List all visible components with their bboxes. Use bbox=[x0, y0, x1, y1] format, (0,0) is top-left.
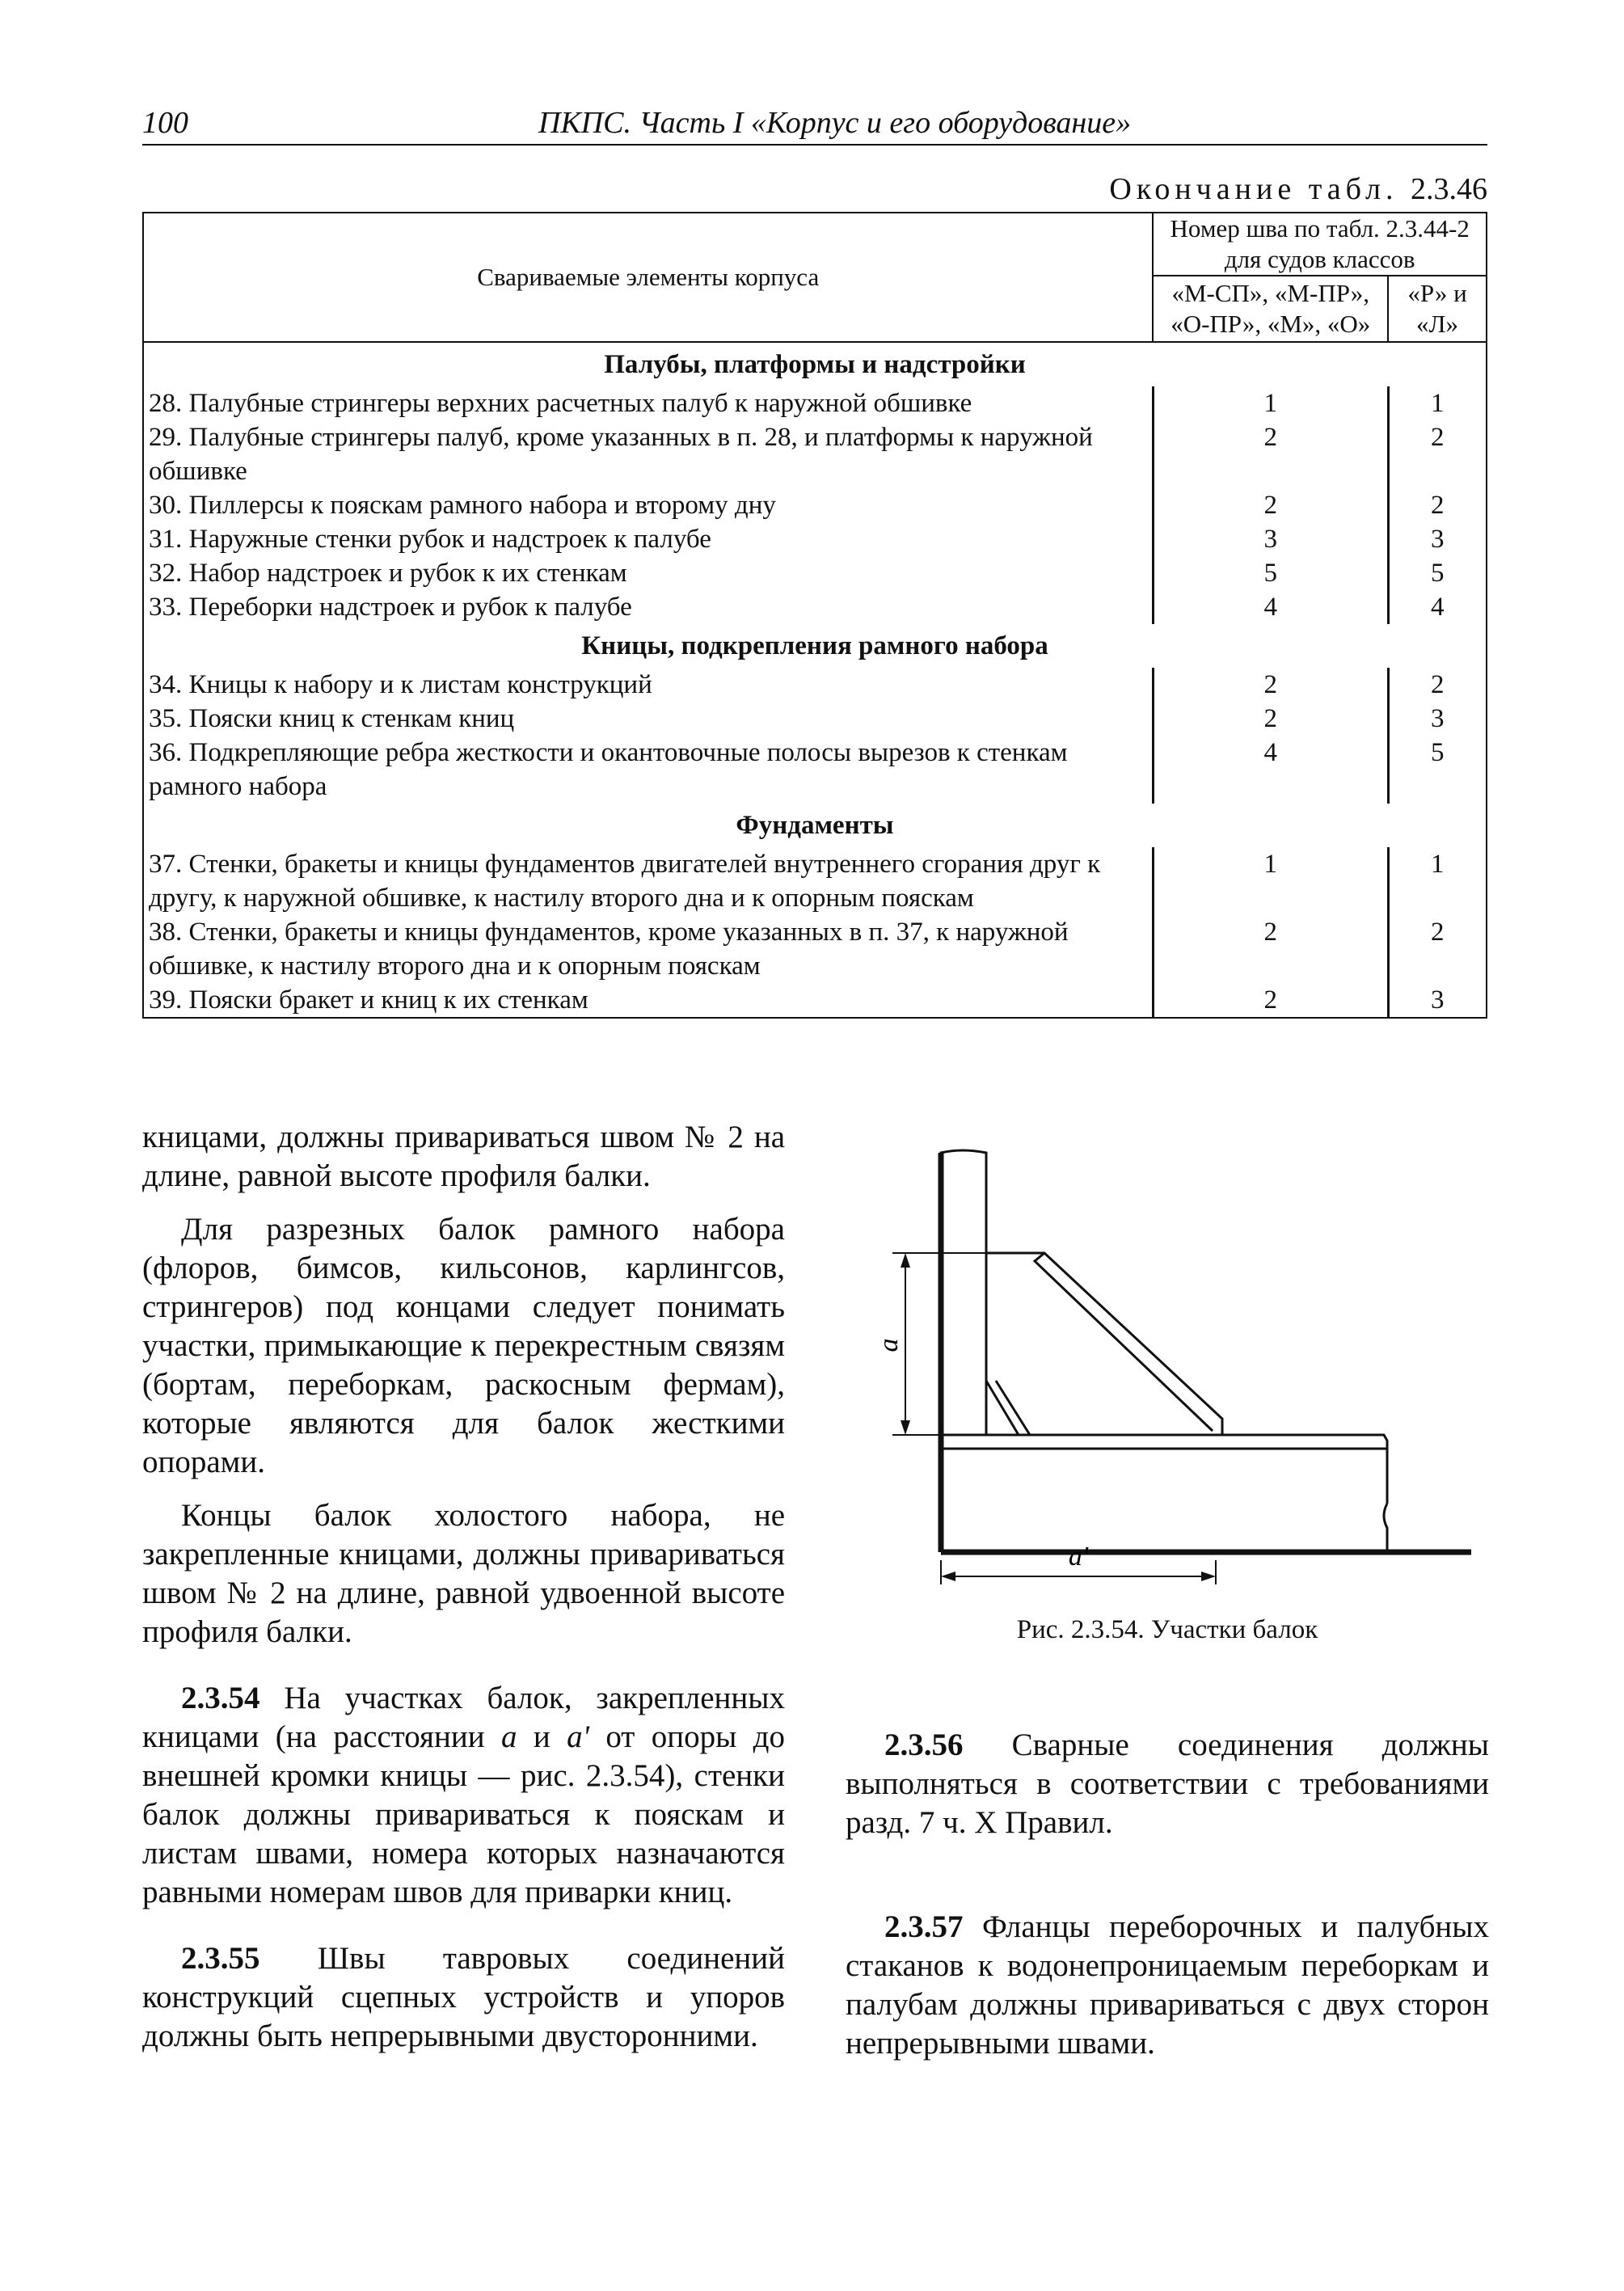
row-text: 34. Кницы к набору и к листам конструкций bbox=[143, 668, 1153, 702]
table-row bbox=[143, 420, 1487, 488]
row-text: 28. Палубные стрингеры верхних расчетных палуб к наружной обшивке bbox=[143, 386, 1153, 420]
row-value-a: 2 bbox=[1153, 915, 1388, 983]
section-title: Фундаменты bbox=[143, 804, 1487, 847]
label-a-prime: a' bbox=[1068, 1542, 1089, 1572]
row-text: 30. Пиллерсы к пояскам рамного набора и второму дну bbox=[143, 488, 1153, 522]
section-title: Палубы, платформы и надстройки bbox=[143, 342, 1487, 386]
row-value-a: 4 bbox=[1153, 736, 1388, 804]
row-text: 29. Палубные стрингеры палуб, кроме указанных в п. 28, и платформы к наружной обшивке bbox=[143, 420, 1153, 488]
row-value-a: 2 bbox=[1153, 983, 1388, 1018]
row-text: 38. Стенки, бракеты и кницы фундаментов, кроме указанных в п. 37, к наружной обшивке, к настилу второго дна и к опорным пояскам bbox=[143, 915, 1153, 983]
table-row bbox=[143, 983, 1487, 1018]
table-row bbox=[143, 915, 1487, 983]
horizontal-flange bbox=[941, 1435, 1387, 1504]
row-text: 36. Подкрепляющие ребра жесткости и окантовочные полосы вырезов к стенкам рамного набора bbox=[143, 736, 1153, 804]
running-title: ПКПС. Часть I «Корпус и его оборудование» bbox=[538, 106, 1132, 140]
dimension-arrow bbox=[901, 1420, 910, 1435]
row-text: 35. Пояски книц к стенкам книц bbox=[143, 702, 1153, 736]
paragraph-2-3-56 bbox=[846, 1726, 1489, 1842]
left-column bbox=[142, 1118, 785, 2056]
row-value-b: 2 bbox=[1388, 488, 1487, 522]
header-elements: Свариваемые элементы корпуса bbox=[143, 213, 1153, 342]
welding-table bbox=[142, 212, 1487, 1019]
row-value-b: 3 bbox=[1388, 702, 1487, 736]
paragraph-number: 2.3.56 bbox=[884, 1728, 964, 1762]
paragraph-free-beams: Концы балок холостого набора, не закрепленные кницами, должны привариваться швом № 2 на длине, равной удвоенной высоте профиля балки. bbox=[142, 1498, 785, 1649]
paragraph-text: и bbox=[517, 1719, 567, 1754]
row-value-b: 2 bbox=[1388, 420, 1487, 488]
paragraph-cut-beams: Для разрезных балок рамного набора (флоров, бимсов, кильсонов, карлингсов, стрингеров) под концами следует понимать участки, примыкающие к перекрестным связям (бортам, переборкам, раскосным фермам), которые являются для балок жесткими опорами. bbox=[142, 1212, 785, 1479]
paragraph-text: от опоры до внешней кромки кницы — рис. 2.3.54), стенки балок должны привариваться к пояскам и листам швами, номера которых назначаются равными номерам швов для приварки книц. bbox=[142, 1719, 786, 1909]
row-value-b: 3 bbox=[1388, 522, 1487, 556]
row-value-a: 5 bbox=[1153, 556, 1388, 590]
row-value-a: 1 bbox=[1153, 847, 1388, 915]
row-value-b: 1 bbox=[1388, 386, 1487, 420]
right-column-2-3-56 bbox=[846, 1726, 1489, 1842]
right-column-2-3-57 bbox=[846, 1908, 1489, 2063]
table-row bbox=[143, 522, 1487, 556]
row-text: 33. Переборки надстроек и рубок к палубе bbox=[143, 590, 1153, 624]
table-row bbox=[143, 488, 1487, 522]
label-a: a bbox=[874, 1338, 904, 1352]
row-value-a: 2 bbox=[1153, 488, 1388, 522]
header-classes-a: «М-СП», «М-ПР», «О-ПР», «М», «О» bbox=[1153, 276, 1388, 342]
paragraph-text: Сварные соединения должны выполняться в соответствии с требованиями разд. 7 ч. X Правил. bbox=[846, 1728, 1489, 1840]
header-seam-group: Номер шва по табл. 2.3.44-2 для судов классов bbox=[1153, 213, 1487, 276]
row-text: 39. Пояски бракет и книц к их стенкам bbox=[143, 983, 1153, 1018]
section-title: Кницы, подкрепления рамного набора bbox=[143, 624, 1487, 668]
table-caption-label: Окончание табл. bbox=[1109, 172, 1398, 206]
row-value-a: 2 bbox=[1153, 420, 1388, 488]
table-caption bbox=[1109, 171, 1487, 207]
row-value-b: 1 bbox=[1388, 847, 1487, 915]
dimension-arrow bbox=[1201, 1572, 1216, 1581]
table-row bbox=[143, 590, 1487, 624]
paragraph-number: 2.3.57 bbox=[884, 1909, 964, 1944]
row-value-a: 4 bbox=[1153, 590, 1388, 624]
row-value-b: 3 bbox=[1388, 983, 1487, 1018]
vertical-web bbox=[941, 1150, 986, 1552]
paragraph-text: На участках балок, закрепленных кницами (на расстоянии bbox=[142, 1681, 785, 1754]
table-row bbox=[143, 847, 1487, 915]
paragraph-number: 2.3.54 bbox=[181, 1681, 260, 1715]
row-text: 31. Наружные стенки рубок и надстроек к палубе bbox=[143, 522, 1153, 556]
dimension-arrow bbox=[901, 1253, 910, 1268]
row-value-b: 2 bbox=[1388, 915, 1487, 983]
paragraph-text: Швы тавровых соединений конструкций сцепных устройств и упоров должны быть непрерывными двусторонними. bbox=[142, 1941, 785, 2053]
row-value-a: 2 bbox=[1153, 668, 1388, 702]
row-text: 32. Набор надстроек и рубок к их стенкам bbox=[143, 556, 1153, 590]
paragraph-2-3-57 bbox=[846, 1908, 1489, 2063]
paragraph-text: Фланцы переборочных и палубных стаканов к водонепроницаемым переборкам и палубам должны привариваться с двух сторон непрерывными швами. bbox=[846, 1909, 1489, 2061]
beam-section-figure bbox=[873, 1148, 1471, 1601]
row-value-b: 4 bbox=[1388, 590, 1487, 624]
row-value-a: 1 bbox=[1153, 386, 1388, 420]
variable-a: a bbox=[500, 1719, 517, 1754]
table-body bbox=[143, 342, 1487, 1018]
page-number: 100 bbox=[142, 106, 188, 140]
row-value-a: 3 bbox=[1153, 522, 1388, 556]
table-row bbox=[143, 702, 1487, 736]
table-caption-number: 2.3.46 bbox=[1411, 172, 1487, 206]
paragraph-number: 2.3.55 bbox=[181, 1941, 260, 1976]
row-value-b: 2 bbox=[1388, 668, 1487, 702]
dimension-arrow bbox=[941, 1572, 955, 1581]
table-row bbox=[143, 556, 1487, 590]
paragraph-2-3-55 bbox=[142, 1939, 785, 2056]
row-value-a: 2 bbox=[1153, 702, 1388, 736]
figure-caption: Рис. 2.3.54. Участки балок bbox=[1016, 1615, 1318, 1644]
row-value-b: 5 bbox=[1388, 736, 1487, 804]
row-text: 37. Стенки, бракеты и кницы фундаментов двигателей внутреннего сгорания друг к другу, к наружной обшивке, к настилу второго дна и к опорным пояскам bbox=[143, 847, 1153, 915]
bracket-inner-edge bbox=[1035, 1253, 1213, 1431]
page-header bbox=[142, 102, 1487, 146]
row-value-b: 5 bbox=[1388, 556, 1487, 590]
table-row bbox=[143, 736, 1487, 804]
paragraph-2-3-54 bbox=[142, 1679, 785, 1912]
paragraph-continuation: кницами, должны привариваться швом № 2 на длине, равной высоте профиля балки. bbox=[142, 1120, 785, 1193]
table-row bbox=[143, 386, 1487, 420]
variable-a-prime: a' bbox=[567, 1719, 589, 1754]
table-row bbox=[143, 668, 1487, 702]
header-classes-b: «Р» и «Л» bbox=[1388, 276, 1487, 342]
